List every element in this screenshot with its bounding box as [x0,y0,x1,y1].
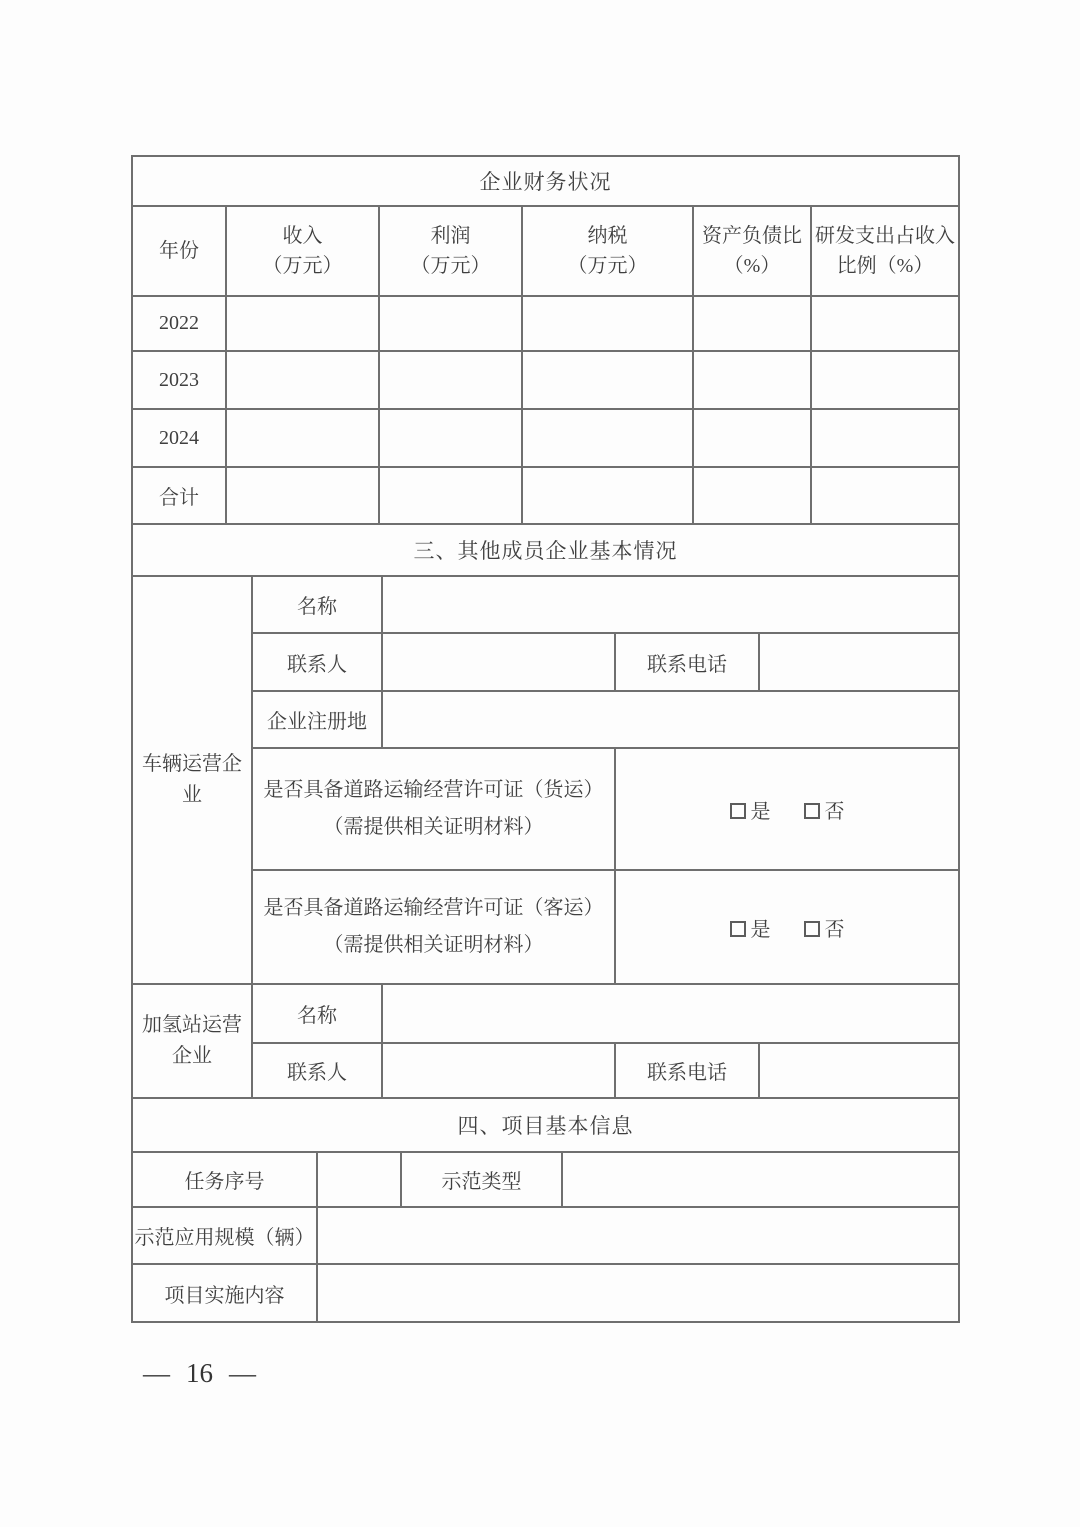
station-contact-label: 联系人 [252,1043,382,1098]
col-header-debt-ratio: 资产负债比 （%） [693,206,811,296]
passenger-yes-option[interactable]: 是 [730,919,771,941]
year-label-2024: 2024 [132,409,226,467]
income-total-input[interactable] [226,467,379,524]
year-label-total: 合计 [132,467,226,524]
rd-ratio-2023-input[interactable] [811,351,959,409]
profit-2022-input[interactable] [379,296,522,351]
passenger-license-options [615,870,959,984]
demo-scale-input[interactable] [317,1207,959,1264]
income-2022-input[interactable] [226,296,379,351]
table-row [132,1043,959,1098]
financial-section-title: 企业财务状况 [132,156,959,206]
checkbox-icon[interactable] [804,921,820,937]
table-row [132,351,959,409]
station-operator-group-label: 加氢站运营企业 [132,984,252,1098]
demo-scale-label: 示范应用规模（辆） [132,1207,317,1264]
profit-2023-input[interactable] [379,351,522,409]
year-label-2022: 2022 [132,296,226,351]
debt-ratio-2023-input[interactable] [693,351,811,409]
station-name-input[interactable] [382,984,959,1043]
passenger-license-question: 是否具备道路运输经营许可证（客运） （需提供相关证明材料） [252,870,615,984]
vehicle-contact-label: 联系人 [252,633,382,691]
financial-table [131,155,960,525]
table-row [132,576,959,633]
task-number-label: 任务序号 [132,1152,317,1207]
table-row [132,467,959,524]
application-form [131,155,958,1323]
table-row [132,748,959,870]
vehicle-name-input[interactable] [382,576,959,633]
vehicle-phone-label: 联系电话 [615,633,759,691]
station-phone-label: 联系电话 [615,1043,759,1098]
profit-2024-input[interactable] [379,409,522,467]
income-2024-input[interactable] [226,409,379,467]
col-header-rd-ratio: 研发支出占收入 比例（%） [811,206,959,296]
tax-2024-input[interactable] [522,409,693,467]
year-label-2023: 2023 [132,351,226,409]
checkbox-icon[interactable] [730,921,746,937]
table-row [132,1152,959,1207]
passenger-no-option[interactable]: 否 [804,919,845,941]
vehicle-operator-group-label: 车辆运营企业 [132,576,252,984]
vehicle-contact-input[interactable] [382,633,615,691]
project-content-label: 项目实施内容 [132,1264,317,1322]
tax-total-input[interactable] [522,467,693,524]
vehicle-name-label: 名称 [252,576,382,633]
vehicle-phone-input[interactable] [759,633,959,691]
col-header-profit: 利润 （万元） [379,206,522,296]
tax-2023-input[interactable] [522,351,693,409]
page-number-value: 16 [186,1358,213,1388]
member-enterprise-table [131,523,960,1099]
station-contact-input[interactable] [382,1043,615,1098]
demo-type-label: 示范类型 [401,1152,562,1207]
table-row [132,984,959,1043]
project-section-title: 四、项目基本信息 [132,1098,959,1152]
col-header-tax: 纳税 （万元） [522,206,693,296]
page-number-dash-left: — [143,1358,170,1388]
col-header-year: 年份 [132,206,226,296]
table-row [132,296,959,351]
task-number-input[interactable] [317,1152,401,1207]
checkbox-icon[interactable] [730,803,746,819]
table-row [132,1207,959,1264]
debt-ratio-total-input[interactable] [693,467,811,524]
demo-type-input[interactable] [562,1152,959,1207]
freight-license-options [615,748,959,870]
station-name-label: 名称 [252,984,382,1043]
station-phone-input[interactable] [759,1043,959,1098]
member-section-title: 三、其他成员企业基本情况 [132,524,959,576]
vehicle-registration-label: 企业注册地 [252,691,382,748]
col-header-income: 收入 （万元） [226,206,379,296]
table-row [132,409,959,467]
freight-no-option[interactable]: 否 [804,801,845,823]
debt-ratio-2022-input[interactable] [693,296,811,351]
freight-license-question: 是否具备道路运输经营许可证（货运） （需提供相关证明材料） [252,748,615,870]
rd-ratio-2022-input[interactable] [811,296,959,351]
debt-ratio-2024-input[interactable] [693,409,811,467]
vehicle-registration-input[interactable] [382,691,959,748]
freight-yes-option[interactable]: 是 [730,801,771,823]
page-number-dash-right: — [229,1358,256,1388]
table-row [132,870,959,984]
table-row [132,1264,959,1322]
table-row [132,633,959,691]
rd-ratio-total-input[interactable] [811,467,959,524]
income-2023-input[interactable] [226,351,379,409]
table-row [132,691,959,748]
rd-ratio-2024-input[interactable] [811,409,959,467]
project-content-input[interactable] [317,1264,959,1322]
checkbox-icon[interactable] [804,803,820,819]
tax-2022-input[interactable] [522,296,693,351]
page-number [143,1358,256,1389]
profit-total-input[interactable] [379,467,522,524]
project-info-table [131,1097,960,1323]
